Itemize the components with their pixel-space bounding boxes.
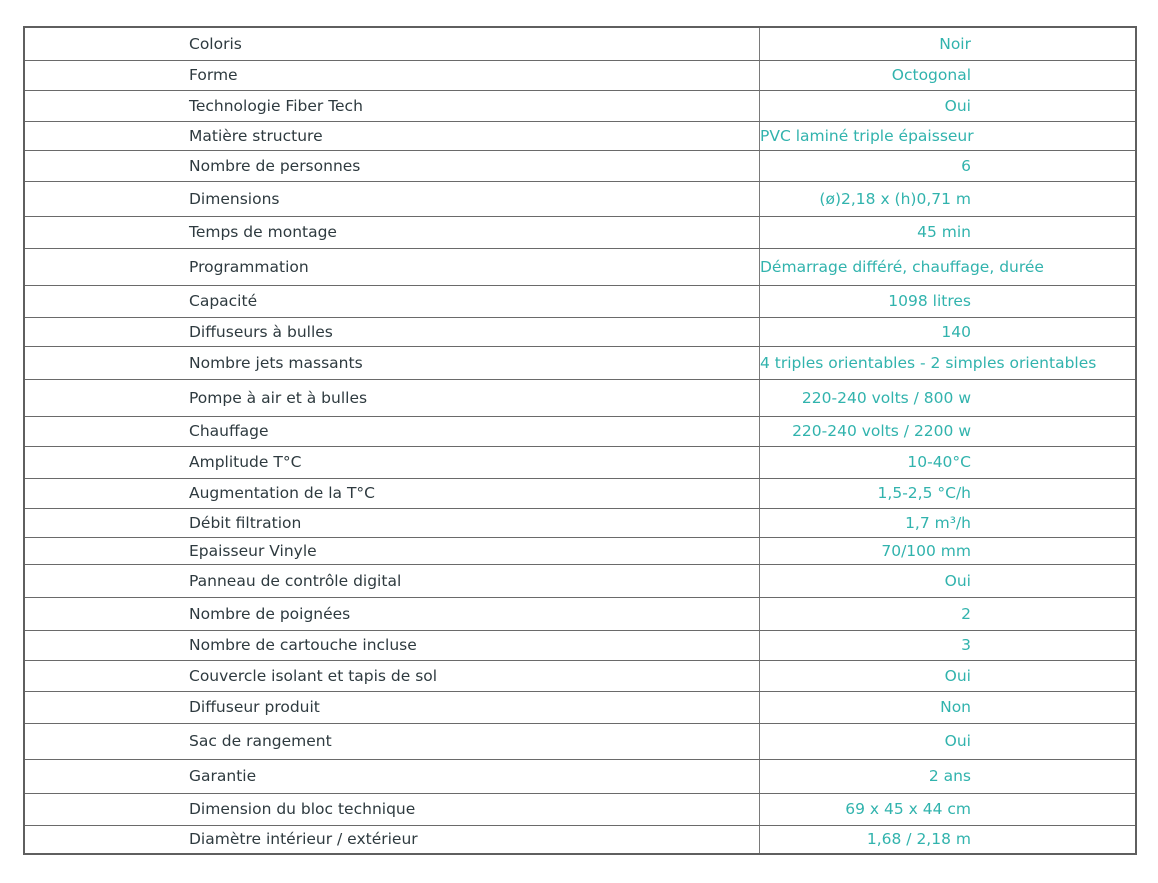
spec-label: Epaisseur Vinyle [24,537,760,564]
spec-label: Dimensions [24,181,760,216]
spec-value: Non [760,691,1137,723]
spec-table-body [24,27,1136,854]
table-row [24,478,1136,508]
spec-label: Technologie Fiber Tech [24,90,760,121]
spec-value: 1098 litres [760,285,1137,317]
spec-value: 69 x 45 x 44 cm [760,793,1137,825]
table-row [24,660,1136,691]
spec-label: Panneau de contrôle digital [24,564,760,597]
spec-label: Nombre de cartouche incluse [24,630,760,660]
spec-value: 140 [760,317,1137,346]
spec-value: Oui [760,660,1137,691]
spec-value: 3 [760,630,1137,660]
table-row [24,181,1136,216]
table-row [24,691,1136,723]
spec-label: Dimension du bloc technique [24,793,760,825]
spec-value: Noir [760,27,1137,60]
table-row [24,317,1136,346]
spec-value: PVC laminé triple épaisseur [760,121,1137,150]
spec-label: Coloris [24,27,760,60]
spec-value: (ø)2,18 x (h)0,71 m [760,181,1137,216]
table-row [24,597,1136,630]
table-row [24,27,1136,60]
spec-value: Démarrage différé, chauffage, durée [760,248,1137,285]
spec-label: Chauffage [24,416,760,446]
spec-value: 6 [760,150,1137,181]
spec-value: Oui [760,723,1137,759]
table-row [24,825,1136,854]
table-row [24,346,1136,379]
spec-value: 1,7 m³/h [760,508,1137,537]
spec-value: Octogonal [760,60,1137,90]
spec-value: 2 [760,597,1137,630]
spec-value: 4 triples orientables - 2 simples orientables [760,346,1137,379]
spec-label: Nombre de poignées [24,597,760,630]
table-row [24,723,1136,759]
spec-value: 70/100 mm [760,537,1137,564]
spec-value: 1,5-2,5 °C/h [760,478,1137,508]
spec-value: 1,68 / 2,18 m [760,825,1137,854]
table-row [24,446,1136,478]
spec-table [23,26,1137,855]
table-row [24,285,1136,317]
table-row [24,416,1136,446]
spec-label: Programmation [24,248,760,285]
spec-label: Pompe à air et à bulles [24,379,760,416]
spec-label: Débit filtration [24,508,760,537]
spec-value: 10-40°C [760,446,1137,478]
spec-label: Augmentation de la T°C [24,478,760,508]
table-row [24,248,1136,285]
table-row [24,508,1136,537]
spec-label: Capacité [24,285,760,317]
spec-label: Amplitude T°C [24,446,760,478]
spec-label: Nombre de personnes [24,150,760,181]
spec-label: Diffuseur produit [24,691,760,723]
spec-label: Forme [24,60,760,90]
spec-value: 45 min [760,216,1137,248]
spec-label: Garantie [24,759,760,793]
spec-label: Sac de rangement [24,723,760,759]
spec-label: Temps de montage [24,216,760,248]
spec-label: Nombre jets massants [24,346,760,379]
table-row [24,90,1136,121]
table-row [24,216,1136,248]
spec-value: 220-240 volts / 2200 w [760,416,1137,446]
table-row [24,793,1136,825]
table-row [24,379,1136,416]
spec-value: 2 ans [760,759,1137,793]
spec-label: Couvercle isolant et tapis de sol [24,660,760,691]
table-row [24,150,1136,181]
spec-label: Matière structure [24,121,760,150]
table-row [24,759,1136,793]
spec-value: Oui [760,564,1137,597]
table-row [24,537,1136,564]
spec-value: Oui [760,90,1137,121]
table-row [24,121,1136,150]
spec-value: 220-240 volts / 800 w [760,379,1137,416]
spec-label: Diffuseurs à bulles [24,317,760,346]
table-row [24,630,1136,660]
table-row [24,564,1136,597]
table-row [24,60,1136,90]
spec-label: Diamètre intérieur / extérieur [24,825,760,854]
